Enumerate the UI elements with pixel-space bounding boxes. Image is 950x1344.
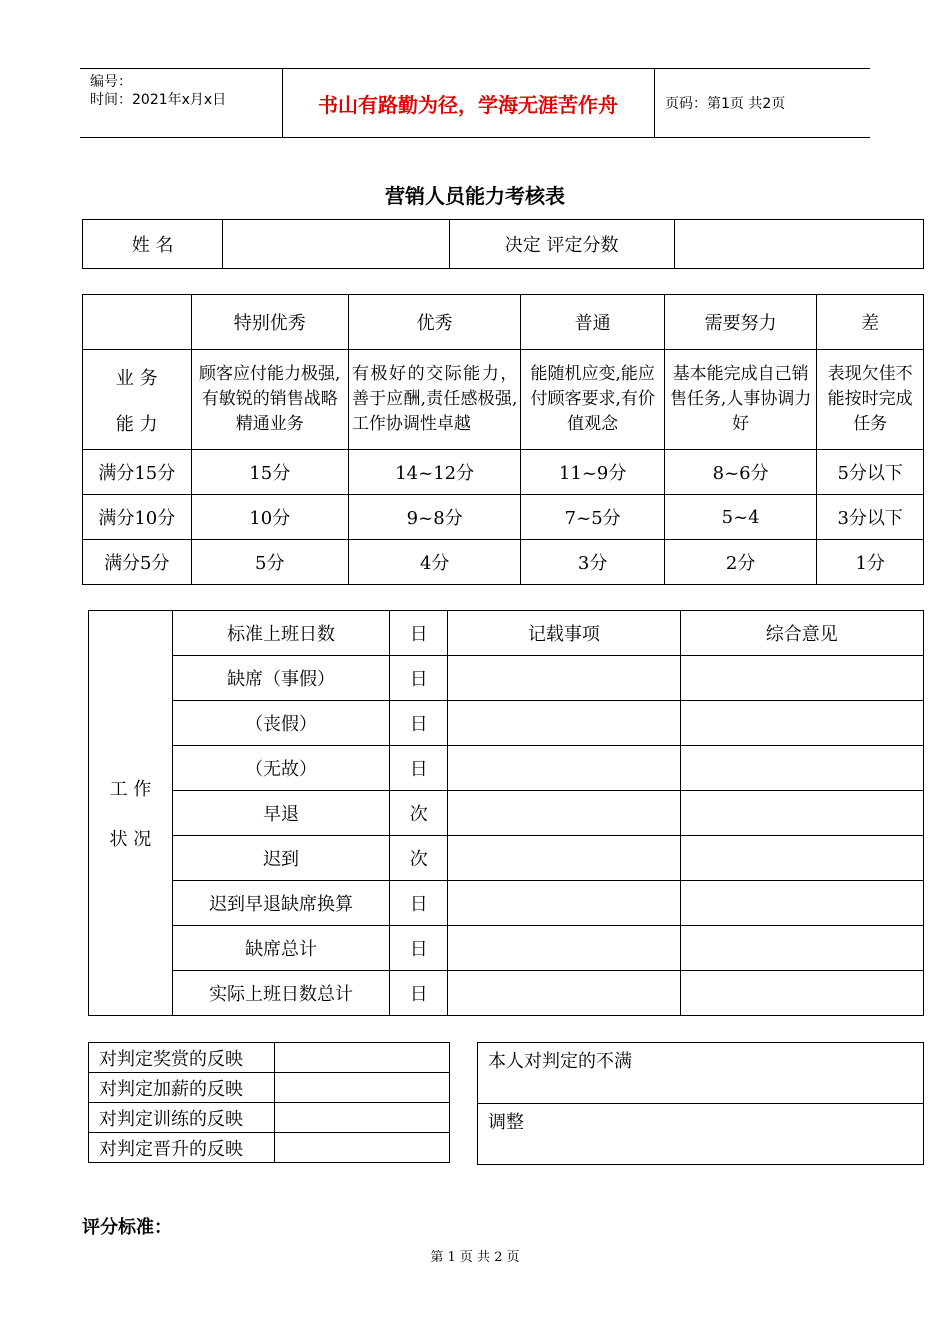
level-description: 能随机应变,能应付顾客要求,有价值观念 [521,350,665,450]
score-cell: 5~4 [664,495,816,540]
motto: 书山有路勤为径，学海无涯苦作舟 [282,69,655,137]
name-label: 姓 名 [83,220,223,269]
record-cell[interactable] [448,701,680,746]
work-unit: 日 [390,656,448,701]
feedback-field[interactable] [274,1073,449,1103]
opinion-cell[interactable] [680,971,923,1016]
work-side-label [89,611,173,1016]
opinion-header: 综合意见 [680,611,923,656]
adjustment-field[interactable] [478,1104,924,1165]
work-item: 缺席总计 [172,926,390,971]
work-item: （无故） [172,746,390,791]
feedback-table [88,1042,450,1163]
opinion-cell[interactable] [680,701,923,746]
adjustment-label: 调整 [488,1112,524,1133]
score-cell: 10分 [191,495,348,540]
opinion-cell[interactable] [680,836,923,881]
dissatisfaction-table [477,1042,924,1165]
score-cell: 14~12分 [348,450,520,495]
work-unit: 日 [390,881,448,926]
score-cell: 1分 [817,540,924,585]
feedback-field[interactable] [274,1043,449,1073]
level-description: 基本能完成自己销售任务,人事协调力好 [664,350,816,450]
work-side-label-line: 工 作 [109,779,152,800]
document-header [80,68,870,138]
record-header: 记载事项 [448,611,680,656]
work-item: 早退 [172,791,390,836]
opinion-cell[interactable] [680,656,923,701]
feedback-field[interactable] [274,1103,449,1133]
dissatisfaction-label: 本人对判定的不满 [488,1051,632,1072]
date-label: 时间：2021年x月x日 [90,92,227,108]
score-row-label: 满分15分 [83,450,192,495]
work-item: 标准上班日数 [172,611,390,656]
score-cell: 11~9分 [521,450,665,495]
ability-label [83,350,192,450]
score-row-label: 满分10分 [83,495,192,540]
record-cell[interactable] [448,656,680,701]
work-status-table [88,610,924,1016]
level-header: 特别优秀 [191,295,348,350]
record-cell[interactable] [448,971,680,1016]
level-description: 表现欠佳不能按时完成任务 [817,350,924,450]
score-field[interactable] [674,220,923,269]
level-description: 有极好的交际能力，善于应酬,责任感极强,工作协调性卓越 [348,350,520,450]
dissatisfaction-field[interactable] [478,1043,924,1104]
level-header: 需要努力 [664,295,816,350]
score-cell: 5分以下 [817,450,924,495]
criteria-heading: 评分标准： [82,1217,172,1238]
work-unit: 日 [390,611,448,656]
work-side-label-line: 状 况 [109,829,152,850]
record-cell[interactable] [448,746,680,791]
score-cell: 3分以下 [817,495,924,540]
page-title: 营销人员能力考核表 [385,184,565,208]
work-unit: 日 [390,746,448,791]
work-unit: 次 [390,791,448,836]
score-cell: 3分 [521,540,665,585]
work-item: 迟到 [172,836,390,881]
record-cell[interactable] [448,926,680,971]
feedback-label: 对判定晋升的反映 [89,1133,275,1163]
work-unit: 日 [390,701,448,746]
page-footer: 第 1 页 共 2 页 [430,1250,520,1265]
work-item: 缺席（事假） [172,656,390,701]
opinion-cell[interactable] [680,881,923,926]
feedback-field[interactable] [274,1133,449,1163]
name-score-table [82,219,924,269]
work-item: 迟到早退缺席换算 [172,881,390,926]
work-item: 实际上班日数总计 [172,971,390,1016]
score-cell: 9~8分 [348,495,520,540]
rating-corner [83,295,192,350]
feedback-label: 对判定训练的反映 [89,1103,275,1133]
header-meta [80,69,283,137]
page-info: 页码：第1页 共2页 [665,96,786,112]
ability-label-line: 能 力 [115,413,158,435]
work-unit: 次 [390,836,448,881]
score-cell: 7~5分 [521,495,665,540]
feedback-label: 对判定奖赏的反映 [89,1043,275,1073]
score-row-label: 满分5分 [83,540,192,585]
feedback-label: 对判定加薪的反映 [89,1073,275,1103]
score-cell: 8~6分 [664,450,816,495]
opinion-cell[interactable] [680,926,923,971]
score-cell: 15分 [191,450,348,495]
opinion-cell[interactable] [680,791,923,836]
level-header: 优秀 [348,295,520,350]
record-cell[interactable] [448,881,680,926]
score-cell: 5分 [191,540,348,585]
name-field[interactable] [223,220,450,269]
level-header: 普通 [521,295,665,350]
score-label: 决定 评定分数 [449,220,674,269]
ability-label-line: 业 务 [115,367,158,389]
level-header: 差 [817,295,924,350]
record-cell[interactable] [448,791,680,836]
record-cell[interactable] [448,836,680,881]
work-unit: 日 [390,971,448,1016]
level-description: 顾客应付能力极强,有敏锐的销售战略精通业务 [191,350,348,450]
score-cell: 4分 [348,540,520,585]
score-cell: 2分 [664,540,816,585]
work-item: （丧假） [172,701,390,746]
rating-table [82,294,924,585]
opinion-cell[interactable] [680,746,923,791]
work-unit: 日 [390,926,448,971]
code-label: 编号： [90,74,132,90]
